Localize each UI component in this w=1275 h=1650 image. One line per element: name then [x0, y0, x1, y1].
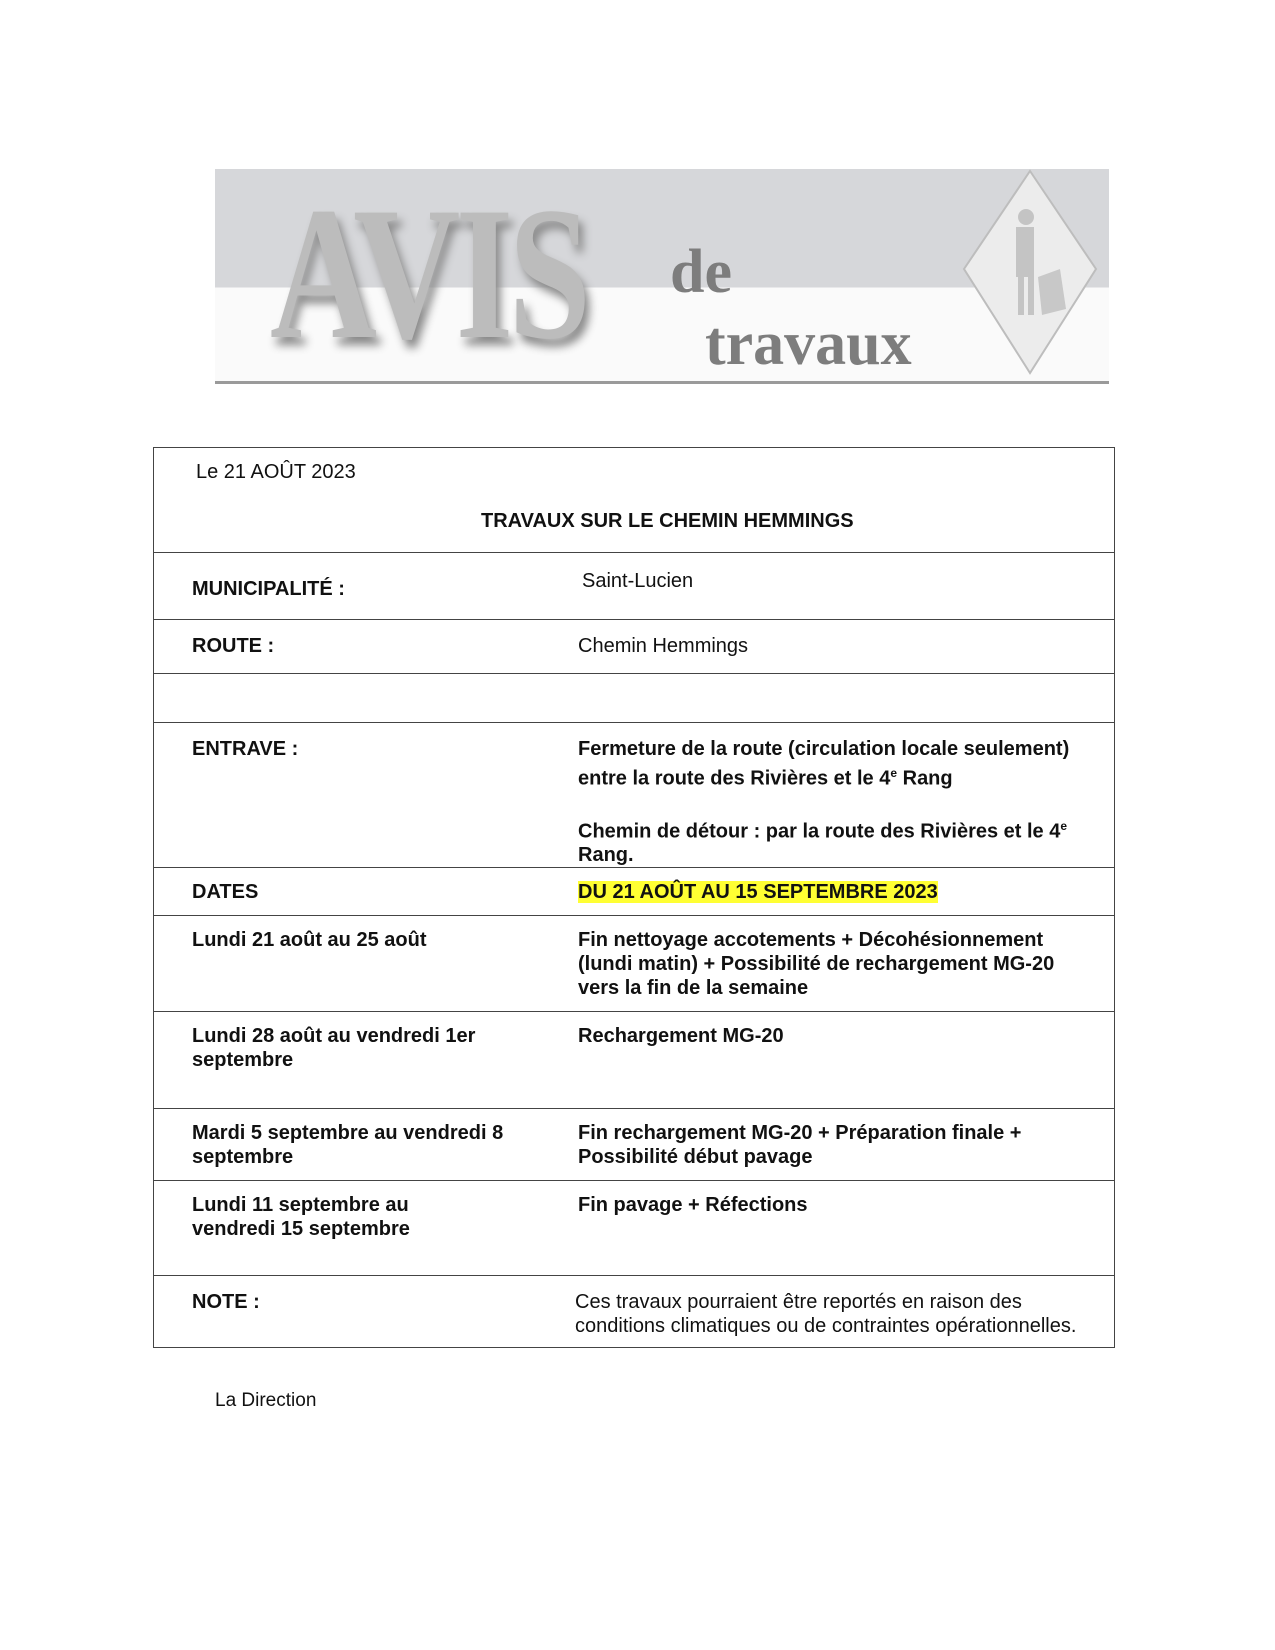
schedule-row — [154, 916, 1115, 1012]
entrave-label: ENTRAVE : — [154, 723, 539, 868]
banner-title-travaux: travaux — [705, 310, 912, 378]
route-label: ROUTE : — [154, 620, 539, 674]
notice-date: Le 21 AOÛT 2023 — [196, 461, 356, 483]
table-row — [154, 553, 1115, 620]
table-row — [154, 1276, 1115, 1348]
header-banner — [215, 169, 1109, 384]
schedule-work: Fin rechargement MG-20 + Préparation finale + Possibilité début pavage — [538, 1109, 1115, 1181]
schedule-row — [154, 1181, 1115, 1276]
municipality-label: MUNICIPALITÉ : — [154, 553, 539, 620]
note-label: NOTE : — [154, 1276, 539, 1348]
schedule-period: Lundi 11 septembre au vendredi 15 septembre — [154, 1181, 539, 1276]
notice-table — [153, 447, 1115, 1348]
entrave-detour-text: Chemin de détour : par la route des Rivières et le 4 — [578, 820, 1061, 843]
schedule-period: Lundi 21 août au 25 août — [154, 916, 539, 1012]
header-row — [154, 448, 1115, 553]
dates-value: DU 21 AOÛT AU 15 SEPTEMBRE 2023 — [578, 881, 938, 904]
banner-title-avis: AVIS — [270, 169, 587, 379]
schedule-work: Fin pavage + Réfections — [538, 1181, 1115, 1276]
entrave-closure-text: Fermeture de la route (circulation locale seulement) entre la route des Rivières et le 4 — [578, 738, 1070, 790]
table-row — [154, 723, 1115, 868]
schedule-work: Rechargement MG-20 — [538, 1012, 1115, 1109]
schedule-row — [154, 1012, 1115, 1109]
schedule-work: Fin nettoyage accotements + Décohésionnement (lundi matin) + Possibilité de rechargement MG-20 vers la fin de la semaine — [538, 916, 1115, 1012]
banner-title-de: de — [670, 238, 732, 306]
dates-label: DATES — [154, 868, 539, 916]
entrave-detour-end: Rang. — [578, 844, 634, 867]
schedule-row — [154, 1109, 1115, 1181]
notice-title: TRAVAUX SUR LE CHEMIN HEMMINGS — [481, 510, 854, 532]
signature: La Direction — [215, 1390, 317, 1411]
schedule-period: Mardi 5 septembre au vendredi 8 septembre — [154, 1109, 539, 1181]
entrave-value — [538, 723, 1115, 868]
note-value: Ces travaux pourraient être reportés en raison des conditions climatiques ou de contraintes opérationnelles. — [538, 1276, 1115, 1348]
route-value: Chemin Hemmings — [538, 620, 1115, 674]
entrave-closure — [578, 737, 1084, 791]
superscript: e — [890, 766, 898, 780]
road-work-sign-icon — [960, 169, 1100, 381]
municipality-value: Saint-Lucien — [538, 553, 1115, 620]
entrave-detour — [578, 814, 1084, 868]
superscript: e — [1060, 818, 1068, 833]
table-row — [154, 620, 1115, 674]
entrave-closure-end: Rang — [897, 767, 953, 790]
empty-row — [154, 674, 1115, 723]
table-row — [154, 868, 1115, 916]
schedule-period: Lundi 28 août au vendredi 1er septembre — [154, 1012, 539, 1109]
